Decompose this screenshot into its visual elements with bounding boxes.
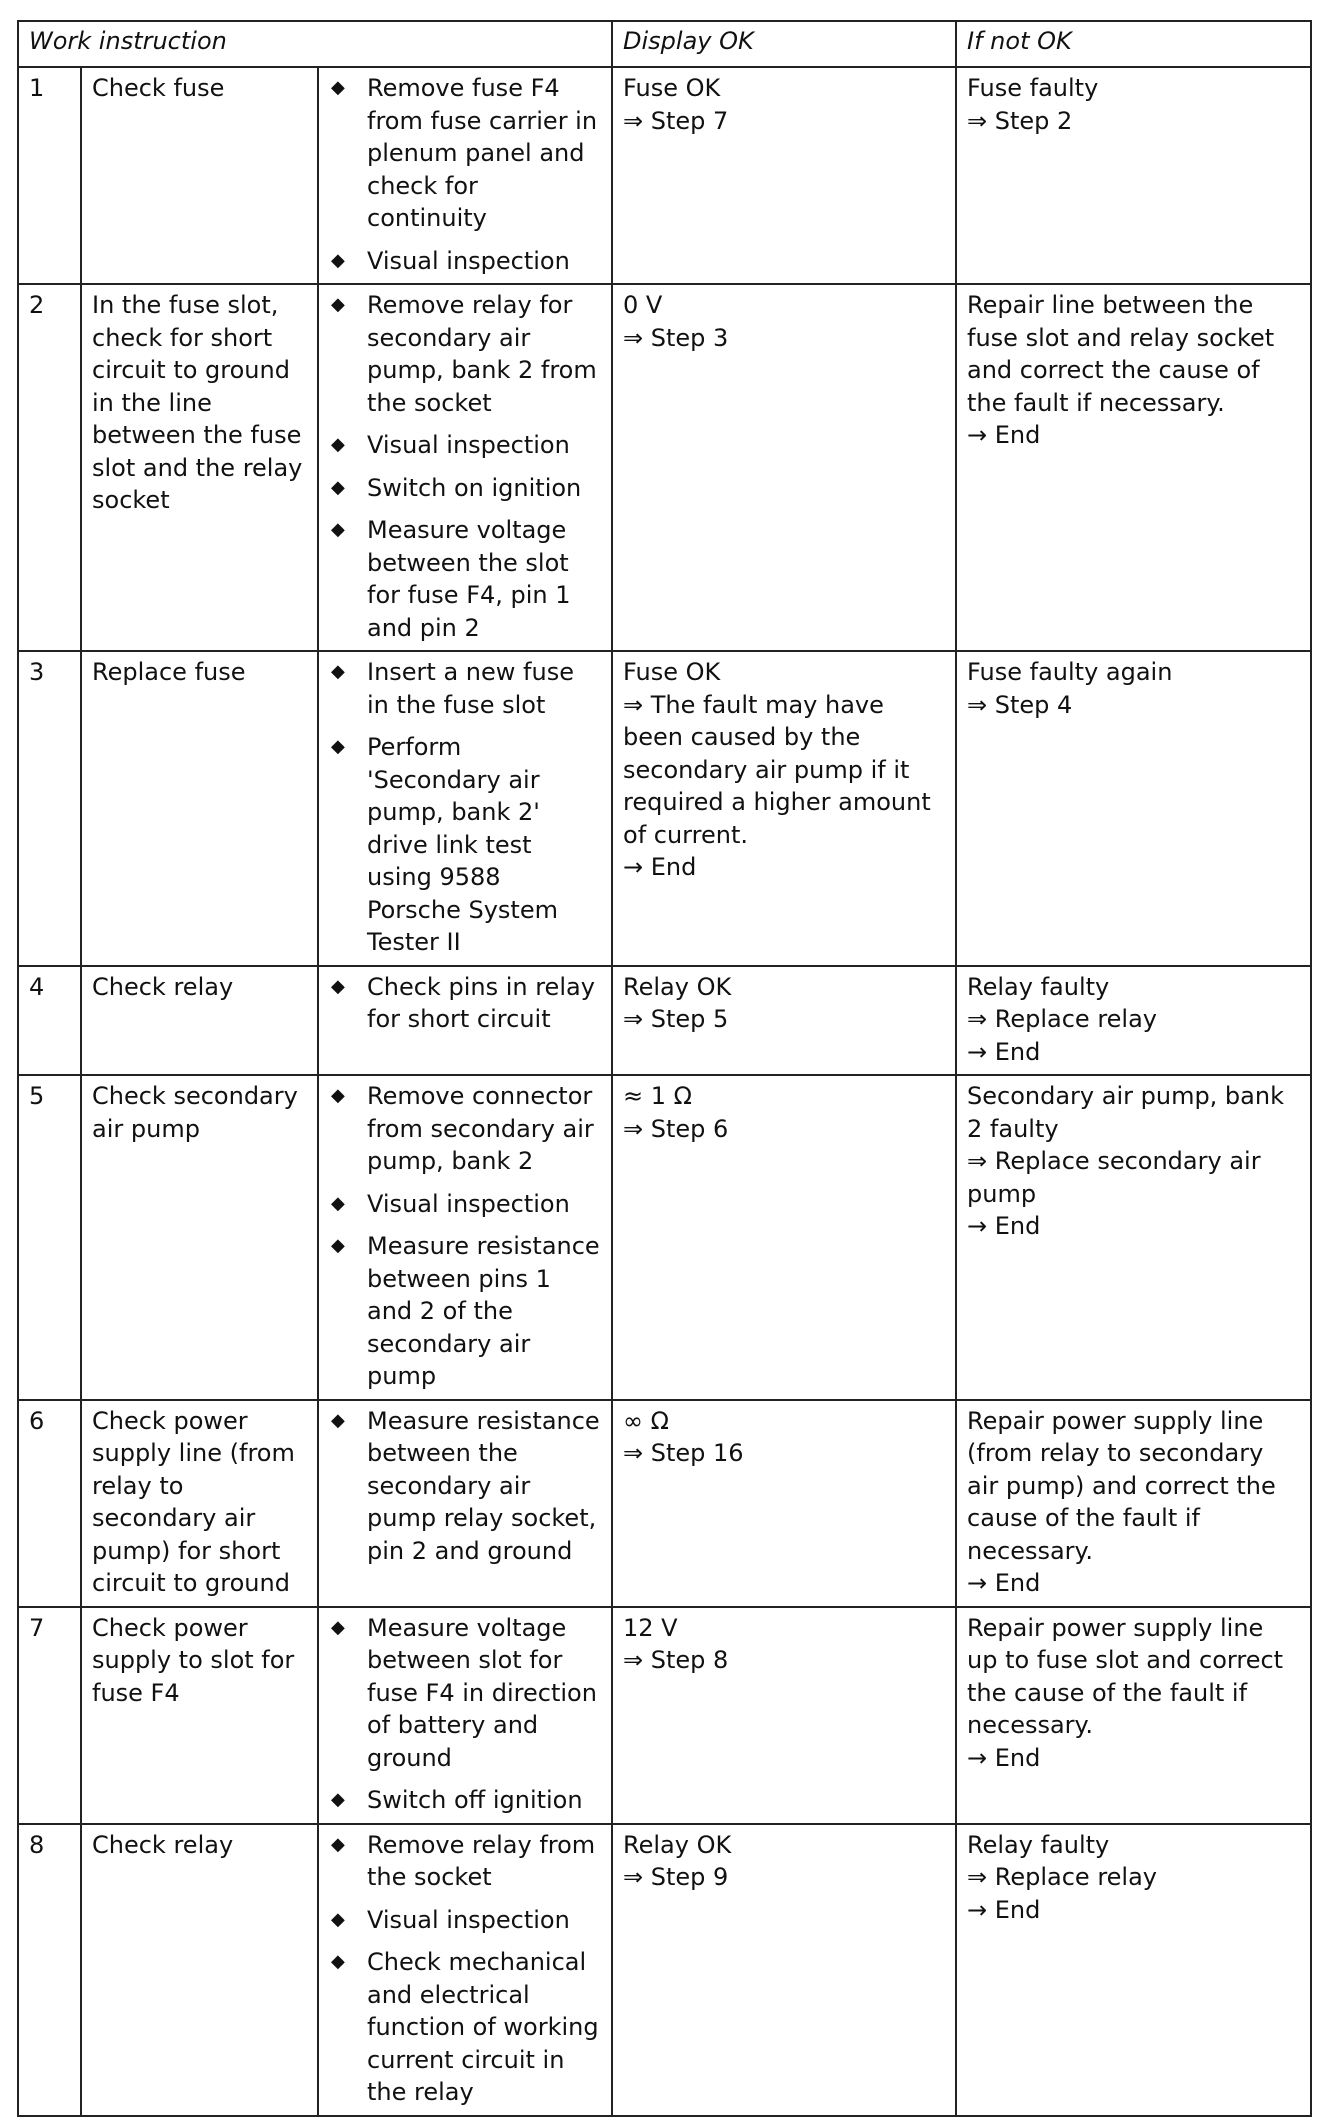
display-ok-line: Relay OK	[623, 972, 732, 1001]
step-actions	[318, 284, 612, 651]
header-if-not-ok: If not OK	[956, 21, 1311, 67]
work-instruction-table	[17, 20, 1312, 2117]
table-row	[18, 1607, 1311, 1824]
diamond-bullet-icon: ◆	[331, 736, 345, 757]
diamond-bullet-icon: ◆	[331, 434, 345, 455]
table-row	[18, 284, 1311, 651]
diamond-bullet-icon: ◆	[331, 1833, 345, 1855]
display-ok-line: ⇒ Step 6	[623, 1114, 729, 1143]
display-ok-cell	[612, 284, 956, 651]
action-list	[329, 656, 601, 959]
list-item	[329, 971, 601, 1036]
action-text: Measure resistance between pins 1 and 2 of the secondary air pump	[367, 1232, 600, 1390]
if-not-ok-line: ⇒ Step 4	[967, 690, 1073, 719]
step-actions	[318, 67, 612, 284]
if-not-ok-line: Relay faulty	[967, 972, 1110, 1001]
diamond-bullet-icon: ◆	[331, 1235, 345, 1256]
table-body	[18, 67, 1311, 2116]
if-not-ok-line: ⇒ Replace relay	[967, 1005, 1157, 1033]
action-text: Switch off ignition	[367, 1786, 583, 1814]
list-item	[329, 472, 601, 505]
step-title: Check secondary air pump	[81, 1075, 318, 1400]
if-not-ok-line: Fuse faulty	[967, 74, 1099, 102]
step-title: Check fuse	[81, 67, 318, 284]
if-not-ok-cell	[956, 651, 1311, 966]
table-row	[18, 966, 1311, 1076]
display-ok-line: ⇒ Step 5	[623, 1005, 729, 1033]
diamond-bullet-icon: ◆	[331, 661, 345, 682]
header-display-ok: Display OK	[612, 21, 956, 67]
display-ok-cell	[612, 1075, 956, 1400]
display-ok-cell	[612, 1400, 956, 1607]
display-ok-line: ⇒ Step 16	[623, 1439, 744, 1467]
step-title: Replace fuse	[81, 651, 318, 966]
if-not-ok-line: → End	[967, 1569, 1041, 1597]
display-ok-line: ⇒ The fault may have been caused by the secondary air pump if it required a higher amount of current.	[623, 690, 931, 849]
if-not-ok-line: → End	[967, 1037, 1041, 1066]
diamond-bullet-icon: ◆	[331, 77, 345, 98]
action-text: Check pins in relay for short circuit	[367, 972, 595, 1033]
if-not-ok-line: → End	[967, 421, 1041, 449]
table-row	[18, 1824, 1311, 2116]
diamond-bullet-icon: ◆	[331, 1908, 345, 1930]
step-title: Check power supply to slot for fuse F4	[81, 1607, 318, 1824]
if-not-ok-cell	[956, 1607, 1311, 1824]
list-item	[329, 245, 601, 278]
step-title: Check power supply line (from relay to secondary air pump) for short circuit to ground	[81, 1400, 318, 1607]
diamond-bullet-icon: ◆	[331, 1951, 345, 1972]
display-ok-line: ⇒ Step 7	[623, 106, 729, 135]
if-not-ok-cell	[956, 1824, 1311, 2116]
if-not-ok-line: ⇒ Replace secondary air pump	[967, 1147, 1261, 1208]
diamond-bullet-icon: ◆	[331, 294, 345, 315]
display-ok-line: 0 V	[623, 291, 663, 319]
display-ok-cell	[612, 1824, 956, 2116]
display-ok-cell	[612, 966, 956, 1076]
if-not-ok-line: → End	[967, 1212, 1041, 1240]
if-not-ok-line: Repair power supply line (from relay to secondary air pump) and correct the cause of the fault if necessary.	[967, 1406, 1276, 1565]
step-number: 7	[18, 1607, 81, 1824]
step-actions	[318, 966, 612, 1076]
action-text: Remove connector from secondary air pump, bank 2	[367, 1082, 594, 1175]
action-text: Remove fuse F4 from fuse carrier in plenum panel and check for continuity	[367, 74, 598, 232]
display-ok-line: ⇒ Step 3	[623, 323, 729, 352]
header-work-instruction: Work instruction	[18, 21, 612, 67]
diamond-bullet-icon: ◆	[331, 519, 345, 540]
display-ok-line: Fuse OK	[623, 658, 721, 686]
action-text: Measure voltage between slot for fuse F4 in direction of battery and ground	[367, 1613, 597, 1772]
list-item	[329, 1946, 601, 2109]
action-text: Remove relay for secondary air pump, bank 2 from the socket	[367, 291, 597, 417]
list-item	[329, 1784, 601, 1817]
display-ok-line: 12 V	[623, 1613, 678, 1642]
list-item	[329, 1080, 601, 1178]
diamond-bullet-icon: ◆	[331, 476, 345, 498]
display-ok-line: Fuse OK	[623, 74, 721, 102]
list-item	[329, 514, 601, 644]
if-not-ok-cell	[956, 966, 1311, 1076]
if-not-ok-line: Fuse faulty again	[967, 658, 1173, 686]
table-row	[18, 67, 1311, 284]
action-text: Visual inspection	[367, 246, 570, 275]
list-item	[329, 731, 601, 959]
list-item	[329, 72, 601, 235]
step-title: Check relay	[81, 1824, 318, 2116]
if-not-ok-line: Repair line between the fuse slot and relay socket and correct the cause of the fault if necessary.	[967, 291, 1275, 417]
action-text: Remove relay from the socket	[367, 1830, 596, 1891]
list-item	[329, 289, 601, 419]
diamond-bullet-icon: ◆	[331, 1409, 345, 1431]
step-title: In the fuse slot, check for short circuit to ground in the line between the fuse slot and the relay socket	[81, 284, 318, 651]
diamond-bullet-icon: ◆	[331, 1192, 345, 1214]
display-ok-line: → End	[623, 853, 697, 881]
display-ok-line: ⇒ Step 8	[623, 1646, 729, 1674]
action-text: Visual inspection	[367, 431, 570, 459]
display-ok-line: ∞ Ω	[623, 1406, 669, 1435]
display-ok-cell	[612, 67, 956, 284]
action-text: Measure voltage between the slot for fuse F4, pin 1 and pin 2	[367, 516, 571, 642]
step-title: Check relay	[81, 966, 318, 1076]
action-text: Perform 'Secondary air pump, bank 2' drive link test using 9588 Porsche System Tester II	[367, 733, 558, 956]
step-actions	[318, 1824, 612, 2116]
action-text: Measure resistance between the secondary air pump relay socket, pin 2 and ground	[367, 1406, 600, 1565]
table-row	[18, 1075, 1311, 1400]
step-actions	[318, 651, 612, 966]
header-row	[18, 21, 1311, 67]
if-not-ok-line: ⇒ Step 2	[967, 106, 1073, 135]
step-number: 8	[18, 1824, 81, 2116]
step-actions	[318, 1400, 612, 1607]
display-ok-line: ≈ 1 Ω	[623, 1082, 692, 1110]
diamond-bullet-icon: ◆	[331, 1085, 345, 1106]
diamond-bullet-icon: ◆	[331, 1616, 345, 1638]
if-not-ok-line: Relay faulty	[967, 1830, 1110, 1859]
if-not-ok-cell	[956, 67, 1311, 284]
action-text: Switch on ignition	[367, 473, 582, 502]
table-row	[18, 1400, 1311, 1607]
step-number: 1	[18, 67, 81, 284]
diamond-bullet-icon: ◆	[331, 249, 345, 271]
step-number: 4	[18, 966, 81, 1076]
step-actions	[318, 1607, 612, 1824]
list-item	[329, 1829, 601, 1894]
if-not-ok-cell	[956, 284, 1311, 651]
action-list	[329, 289, 601, 644]
action-list	[329, 1829, 601, 2109]
action-list	[329, 1405, 601, 1568]
if-not-ok-line: ⇒ Replace relay	[967, 1863, 1157, 1891]
list-item	[329, 1612, 601, 1775]
display-ok-line: ⇒ Step 9	[623, 1863, 729, 1891]
action-list	[329, 1612, 601, 1817]
action-list	[329, 1080, 601, 1393]
table-row	[18, 651, 1311, 966]
list-item	[329, 429, 601, 462]
action-text: Visual inspection	[367, 1905, 570, 1934]
diamond-bullet-icon: ◆	[331, 975, 345, 997]
diamond-bullet-icon: ◆	[331, 1789, 345, 1810]
if-not-ok-line: Repair power supply line up to fuse slot and correct the cause of the fault if necessary.	[967, 1613, 1284, 1739]
if-not-ok-line: Secondary air pump, bank 2 faulty	[967, 1082, 1284, 1143]
action-text: Visual inspection	[367, 1189, 570, 1218]
if-not-ok-line: → End	[967, 1743, 1041, 1772]
list-item	[329, 1405, 601, 1568]
display-ok-cell	[612, 1607, 956, 1824]
action-text: Insert a new fuse in the fuse slot	[367, 658, 574, 719]
if-not-ok-cell	[956, 1400, 1311, 1607]
list-item	[329, 1904, 601, 1937]
step-number: 6	[18, 1400, 81, 1607]
list-item	[329, 1230, 601, 1393]
list-item	[329, 1188, 601, 1221]
action-list	[329, 971, 601, 1036]
step-number: 2	[18, 284, 81, 651]
display-ok-cell	[612, 651, 956, 966]
list-item	[329, 656, 601, 721]
action-list	[329, 72, 601, 277]
step-actions	[318, 1075, 612, 1400]
step-number: 3	[18, 651, 81, 966]
display-ok-line: Relay OK	[623, 1830, 732, 1859]
if-not-ok-cell	[956, 1075, 1311, 1400]
step-number: 5	[18, 1075, 81, 1400]
if-not-ok-line: → End	[967, 1895, 1041, 1924]
action-text: Check mechanical and electrical function of working current circuit in the relay	[367, 1948, 599, 2106]
